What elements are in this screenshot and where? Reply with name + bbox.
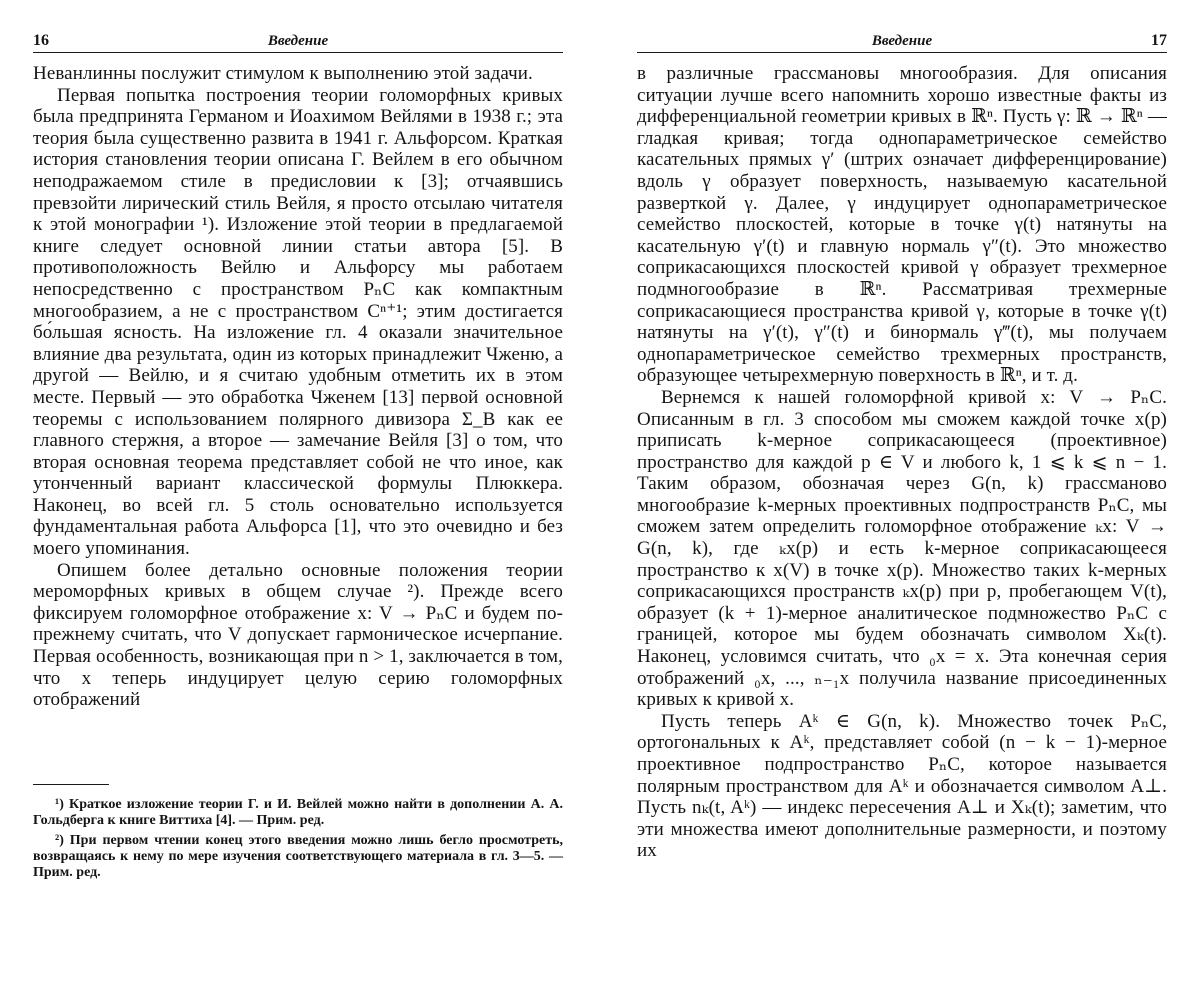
right-page-number: 17 [1151, 32, 1167, 49]
left-page-number: 16 [33, 32, 49, 49]
right-paragraph-3: Пусть теперь Aᵏ ∈ G(n, k). Множество точек PₙC, ортогональных к Aᵏ, представляет собой (n − k − 1)-мерное проективное подпространство PₙC, которое называется полярным пространством для Aᵏ и обозначается символом A⊥. Пусть nₖ(t, Aᵏ) — индекс пересечения A⊥ и Xₖ(t); заметим, что эти множества имеют дополнительные размерности, и поэтому их [637, 710, 1167, 862]
left-running-title: Введение [267, 33, 329, 49]
footnote-2: ²) При первом чтении конец этого введения можно лишь бегло просмотреть, возвращаясь к нему по мере изучения соответствующего материала в гл. 3—5. — Прим. ред. [33, 832, 563, 880]
left-paragraph-1: Неванлинны послужит стимулом к выполнению этой задачи. [33, 63, 533, 84]
right-running-head [637, 28, 1167, 53]
right-paragraph-1: в различные грассмановы многообразия. Для описания ситуации лучше всего напомнить хорошо известные факты из дифференциальной геометрии кривых в ℝⁿ. Пусть γ: ℝ → ℝⁿ — гладкая кривая; тогда однопараметрическое семейство касательных прямых γ′ (штрих означает дифференцирование) вдоль γ образует поверхность, называемую касательной разверткой γ. Далее, γ индуцирует однопараметрическое семейство плоскостей, которые в точке γ(t) натянуты на касательную γ′(t) и главную нормаль γ″(t). Это множество соприкасающихся плоскостей кривой γ образует трехмерное подмногообразие в ℝⁿ. Рассматривая трехмерные соприкасающиеся пространства кривой γ, которые в точке γ(t) натянуты на γ′(t), γ″(t) и бинормаль γ‴(t), мы получаем однопараметрическое семейство трехмерных пространств, образующее четырехмерную поверхность в ℝⁿ, и т. д. [637, 63, 1167, 387]
left-body-text [33, 63, 563, 711]
right-paragraph-2: Вернемся к нашей голоморфной кривой x: V → PₙC. Описанным в гл. 3 способом мы сможем каждой точке x(p) приписать k-мерное соприкасающееся (проективное) пространство для каждой p ∈ V и любого k, 1 ⩽ k ⩽ n − 1. Таким образом, обозначая через G(n, k) грассманово многообразие k-мерных проективных подпространств PₙC, мы сможем затем определить голоморфное отображение ₖx: V → G(n, k), где ₖx(p) и есть k-мерное соприкасающееся пространство к x(V) в точке x(p). Множество таких k-мерных соприкасающихся пространств ₖx(p) при p, пробегающем V(t), образует (k + 1)-мерное аналитическое подмножество PₙC с границей, которое мы будем обозначать символом Xₖ(t). Наконец, условимся считать, что ₀x = x. Эта конечная серия отображений ₀x, ..., ₙ₋₁x получила название присоединенных кривых к кривой x. [637, 386, 1167, 711]
right-body-text [637, 63, 1167, 862]
left-paragraph-3: Опишем более детально основные положения теории мероморфных кривых в общем случае ²). Прежде всего фиксируем голоморфное отображение x: V → PₙC и будем по-прежнему считать, что V допускает гармоническое исчерпание. Первая особенность, возникающая при n > 1, заключается в том, что x теперь индуцирует целую серию голоморфных отображений [33, 559, 563, 711]
footnote-1: ¹) Краткое изложение теории Г. и И. Вейлей можно найти в дополнении А. А. Гольдберга к книге Виттиха [4]. — Прим. ред. [33, 796, 563, 828]
right-page [637, 28, 1167, 862]
left-paragraph-2: Первая попытка построения теории голоморфных кривых была предпринята Германом и Иоахимом Вейлями в 1938 г.; эта теория была существенно развита в 1941 г. Альфорсом. Краткая история становления теории описана Г. Вейлем в его обычном неподражаемом стиле в предисловии к [3]; отчаявшись превзойти лирический стиль Вейля, я просто отсылаю читателя к этой монографии ¹). Изложение этой теории в предлагаемой книге следует основной линии статьи автора [5]. В противоположность Вейлю и Альфорсу мы работаем непосредственно с пространством PₙC как компактным многообразием, а не с пространством Cⁿ⁺¹; этим достигается бо́льшая ясность. На изложение гл. 4 оказали значительное влияние два результата, один из которых принадлежит Чженю, а другой — Вейлю, и я считаю удобным отметить их в этом месте. Первый — это обработка Чженем [13] первой основной теоремы с использованием полярного дивизора Σ_B как ее главного стержня, а второе — замечание Вейля [3] о том, что вторая основная теорема представляет собой не что иное, как утонченный вариант классической формулы Плюккера. Наконец, во всей гл. 5 столь основательно используется фундаментальная работа Альфорса [1], что это очевидно и без моего упоминания. [33, 84, 563, 560]
footnote-divider [33, 784, 109, 785]
left-running-head [33, 28, 563, 53]
right-running-title: Введение [871, 33, 933, 49]
left-page [33, 28, 563, 885]
